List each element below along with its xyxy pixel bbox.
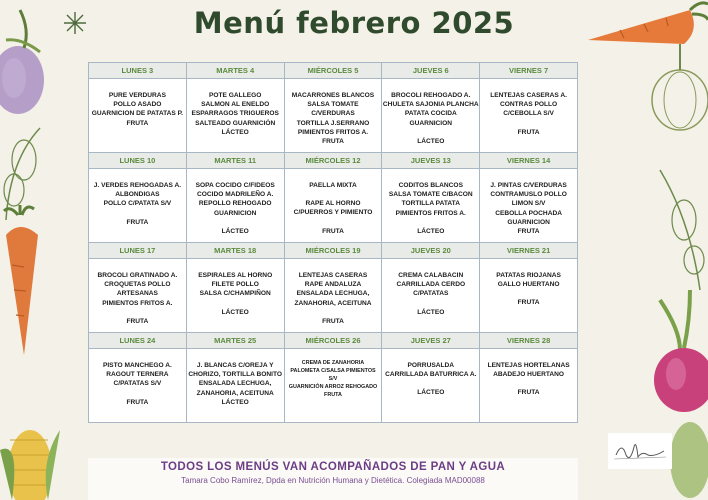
week-header-row	[89, 63, 578, 79]
day-menu	[89, 349, 186, 407]
day-menu	[285, 169, 382, 236]
menu-body	[89, 63, 578, 423]
menu-item: FRUTA	[126, 119, 149, 127]
day-header: MARTES 11	[186, 153, 284, 169]
menu-item: BROCOLI GRATINADO A.	[97, 272, 178, 279]
day-header: LUNES 24	[89, 333, 187, 349]
menu-item: LÁCTEO	[221, 308, 249, 316]
menu-gap	[480, 119, 577, 128]
menu-item: PISTO MANCHEGO A.	[102, 362, 172, 369]
corn-icon	[0, 400, 70, 500]
menu-item: POLLO C/PATATA S/V	[103, 200, 172, 208]
menu-item: GUARNICION DE PATATAS P.	[91, 110, 183, 118]
menu-item: SALSA TOMATE	[307, 101, 359, 109]
day-menu-cell	[284, 259, 382, 333]
menu-item: J. VERDES REHOGADAS A.	[93, 182, 182, 189]
day-menu	[382, 169, 479, 236]
menu-gap	[480, 379, 577, 388]
signature-box	[608, 433, 672, 469]
week-header-row	[89, 153, 578, 169]
day-header: MARTES 25	[186, 333, 284, 349]
menu-item: CREMA DE ZANAHORIA	[301, 360, 365, 366]
day-menu-cell	[480, 259, 578, 333]
menu-item: GUARNICION	[507, 218, 550, 226]
menu-item: LENTEJAS HORTELANAS	[487, 362, 570, 369]
menu-gap	[480, 289, 577, 298]
menu-item: PORRUSALDA	[407, 362, 455, 369]
day-menu-cell	[89, 259, 187, 333]
menu-gap	[285, 190, 382, 199]
day-header: JUEVES 6	[382, 63, 480, 79]
day-menu	[480, 79, 577, 137]
menu-item: RAPE ANDALUZA	[304, 281, 362, 289]
day-menu-cell	[186, 169, 284, 243]
day-menu-cell	[382, 259, 480, 333]
menu-item: POTE GALLEGO	[209, 92, 262, 99]
menu-item: SALSA TOMATE C/BACON	[388, 191, 473, 199]
day-menu	[89, 79, 186, 128]
day-header: VIERNES 14	[480, 153, 578, 169]
page-title: Menú febrero 2025	[193, 6, 515, 40]
menu-gap	[285, 218, 382, 227]
day-menu-cell	[480, 169, 578, 243]
menu-item: FRUTA	[322, 227, 344, 235]
day-menu	[480, 349, 577, 398]
menu-item: REPOLLO REHOGADO	[198, 200, 272, 208]
menu-item: PIMIENTOS FRITOS A.	[297, 128, 369, 136]
footer-note: TODOS LOS MENÚS VAN ACOMPAÑADOS DE PAN Y AGUA	[160, 461, 506, 473]
menu-item: BROCOLI REHOGADO A.	[391, 92, 471, 99]
menu-item: PURE VERDURAS	[108, 92, 166, 99]
menu-item: GUARNICION	[213, 209, 257, 217]
menu-item: LIMON S/V	[511, 200, 546, 208]
menu-item: TORTILLA J.SERRANO	[296, 119, 370, 127]
day-header: MIÉRCOLES 26	[284, 333, 382, 349]
day-menu	[285, 79, 382, 146]
menu-gap	[89, 308, 186, 317]
menu-item: LENTEJAS CASERAS A.	[490, 92, 567, 99]
menu-item: ESPIRALES AL HORNO	[198, 272, 273, 279]
menu-item: FRUTA	[126, 218, 149, 226]
menu-item: LÁCTEO	[417, 137, 445, 145]
menu-item: GUARNICIÓN ARROZ REHOGADO	[288, 384, 378, 390]
menu-gap	[382, 379, 479, 388]
day-header: MARTES 18	[186, 243, 284, 259]
day-menu-cell	[186, 79, 284, 153]
menu-gap	[382, 299, 479, 308]
menu-item: RAGOUT TERNERA	[106, 371, 169, 379]
day-menu-cell	[89, 349, 187, 423]
menu-item: MACARRONES BLANCOS	[291, 92, 375, 99]
menu-item: LÁCTEO	[221, 227, 249, 235]
menu-item: C/PUERROS Y PIMIENTO	[293, 209, 373, 217]
week-menu-row	[89, 79, 578, 153]
menu-item: S/V	[328, 376, 338, 382]
menu-item: CREMA CALABACIN	[398, 272, 464, 279]
beetroot-icon	[640, 290, 708, 430]
day-header: MIÉRCOLES 5	[284, 63, 382, 79]
day-header: VIERNES 21	[480, 243, 578, 259]
menu-item: SALSA C/CHAMPIÑON	[199, 290, 271, 298]
menu-item: LÁCTEO	[221, 128, 249, 136]
menu-item: C/PATATAS S/V	[113, 380, 162, 388]
day-menu	[187, 259, 284, 317]
day-header: MARTES 4	[186, 63, 284, 79]
menu-item: PATATA COCIDA	[404, 110, 457, 118]
menu-item: ARTESANAS	[116, 290, 158, 298]
menu-item: J. BLANCAS C/OREJA Y	[196, 362, 274, 369]
day-menu-cell	[284, 79, 382, 153]
menu-item: SALTEADO GUARNICIÓN	[195, 119, 276, 127]
menu-item: PAELLA MIXTA	[309, 182, 357, 189]
menu-item: CEBOLLA POCHADA	[495, 209, 562, 217]
menu-item: J. PINTAS C/VERDURAS	[490, 182, 567, 189]
day-menu-cell	[382, 79, 480, 153]
day-header: MIÉRCOLES 19	[284, 243, 382, 259]
day-header: LUNES 17	[89, 243, 187, 259]
day-header: JUEVES 20	[382, 243, 480, 259]
day-menu-cell	[284, 169, 382, 243]
day-menu-cell	[480, 349, 578, 423]
menu-item: FRUTA	[517, 299, 540, 307]
menu-item: CONTRAMUSLO POLLO	[490, 191, 567, 199]
menu-item: FRUTA	[126, 398, 149, 406]
signature-icon	[608, 433, 672, 469]
week-header-row	[89, 333, 578, 349]
day-header: JUEVES 27	[382, 333, 480, 349]
day-header: LUNES 3	[89, 63, 187, 79]
menu-item: FRUTA	[517, 389, 540, 397]
menu-item: LÁCTEO	[221, 398, 249, 406]
menu-item: FRUTA	[517, 228, 540, 236]
menu-item: FRUTA	[126, 317, 149, 325]
menu-gap	[187, 299, 284, 308]
menu-item: CARRILLADA BATURRICA A.	[385, 371, 477, 379]
menu-item: PIMIENTOS FRITOS A.	[395, 209, 466, 217]
menu-item: C/VERDURAS	[311, 110, 355, 118]
day-menu	[187, 169, 284, 236]
menu-item: CHORIZO, TORTILLA BONITO	[188, 371, 283, 379]
menu-item: ABADEJO HUERTANO	[493, 371, 565, 379]
menu-item: LÁCTEO	[417, 308, 445, 316]
menu-item: CROQUETAS POLLO	[104, 281, 171, 289]
menu-item: TORTILLA PATATA	[401, 200, 460, 208]
day-header: LUNES 10	[89, 153, 187, 169]
menu-item: ZANAHORIA, ACEITUNA	[196, 389, 274, 397]
day-menu	[89, 169, 186, 227]
menu-item: CHULETA SAJONIA PLANCHA	[382, 101, 479, 109]
day-menu-cell	[382, 349, 480, 423]
menu-table	[88, 62, 578, 423]
menu-gap	[89, 389, 186, 398]
day-menu-cell	[382, 169, 480, 243]
week-header-row	[89, 243, 578, 259]
day-menu	[187, 79, 284, 137]
menu-gap	[285, 308, 382, 317]
menu-item: COCIDO MADRILEÑO A.	[197, 191, 274, 199]
day-menu	[480, 259, 577, 308]
menu-item: PALOMETA C/SALSA PIMIENTOS	[290, 368, 376, 374]
menu-item: RAPE AL HORNO	[305, 200, 361, 208]
menu-item: FRUTA	[322, 317, 344, 325]
menu-item: PIMIENTOS FRITOS A.	[102, 299, 173, 307]
leaves-icon	[650, 160, 708, 290]
day-menu-cell	[480, 79, 578, 153]
menu-item: C/PATATAS	[413, 290, 449, 298]
day-menu	[89, 259, 186, 326]
menu-item: FRUTA	[324, 392, 342, 398]
day-menu	[382, 79, 479, 146]
day-menu	[480, 169, 577, 236]
day-header: MIÉRCOLES 12	[284, 153, 382, 169]
menu-item: PATATAS RIOJANAS	[496, 272, 561, 279]
day-menu-cell	[89, 169, 187, 243]
menu-item: C/CEBOLLA S/V	[503, 110, 554, 118]
menu-gap	[382, 218, 479, 227]
menu-item: POLLO ASADO	[113, 101, 162, 109]
menu-item: FRUTA	[322, 138, 344, 146]
menu-item: CODITOS BLANCOS	[398, 182, 463, 189]
menu-item: CONTRAS POLLO	[500, 101, 558, 109]
day-menu-cell	[186, 259, 284, 333]
menu-gap	[89, 209, 186, 218]
week-menu-row	[89, 259, 578, 333]
day-menu	[285, 259, 382, 326]
day-menu	[382, 259, 479, 317]
week-menu-row	[89, 349, 578, 423]
menu-gap	[187, 218, 284, 227]
carrot-icon	[0, 205, 48, 365]
menu-item: LÁCTEO	[417, 389, 445, 397]
menu-gap	[382, 128, 479, 137]
menu-item: SALMON AL ENELDO	[201, 101, 270, 109]
day-menu-cell	[284, 349, 382, 423]
day-menu	[382, 349, 479, 398]
menu-item: ALBONDIGAS	[115, 191, 160, 199]
day-header: VIERNES 28	[480, 333, 578, 349]
menu-item: GALLO HUERTANO	[497, 281, 560, 289]
day-menu-cell	[186, 349, 284, 423]
menu-item: FRUTA	[517, 128, 540, 136]
onion-icon	[640, 40, 708, 140]
footer-credit: Tamara Cobo Ramírez, Dpda en Nutrición Humana y Dietética. Colegiada MAD00088	[181, 476, 485, 485]
day-menu	[187, 349, 284, 407]
menu-item: LENTEJAS CASERAS	[298, 272, 368, 279]
menu-item: CARRILLADA CERDO	[396, 281, 466, 289]
menu-item: ENSALADA LECHUGA,	[296, 290, 370, 298]
menu-item: GUARNICION	[409, 119, 453, 127]
day-header: VIERNES 7	[480, 63, 578, 79]
menu-item: FILETE POLLO	[211, 281, 259, 289]
day-header: JUEVES 13	[382, 153, 480, 169]
menu-item: SOPA COCIDO C/FIDEOS	[195, 182, 275, 189]
week-menu-row	[89, 169, 578, 243]
menu-item: ENSALADA LECHUGA,	[198, 380, 272, 388]
day-menu	[285, 349, 382, 399]
menu-item: ZANAHORIA, ACEITUNA	[294, 299, 372, 307]
footer	[88, 458, 578, 500]
day-menu-cell	[89, 79, 187, 153]
menu-item: LÁCTEO	[417, 227, 445, 235]
menu-item: ESPARRAGOS TRIGUEROS	[191, 110, 279, 118]
